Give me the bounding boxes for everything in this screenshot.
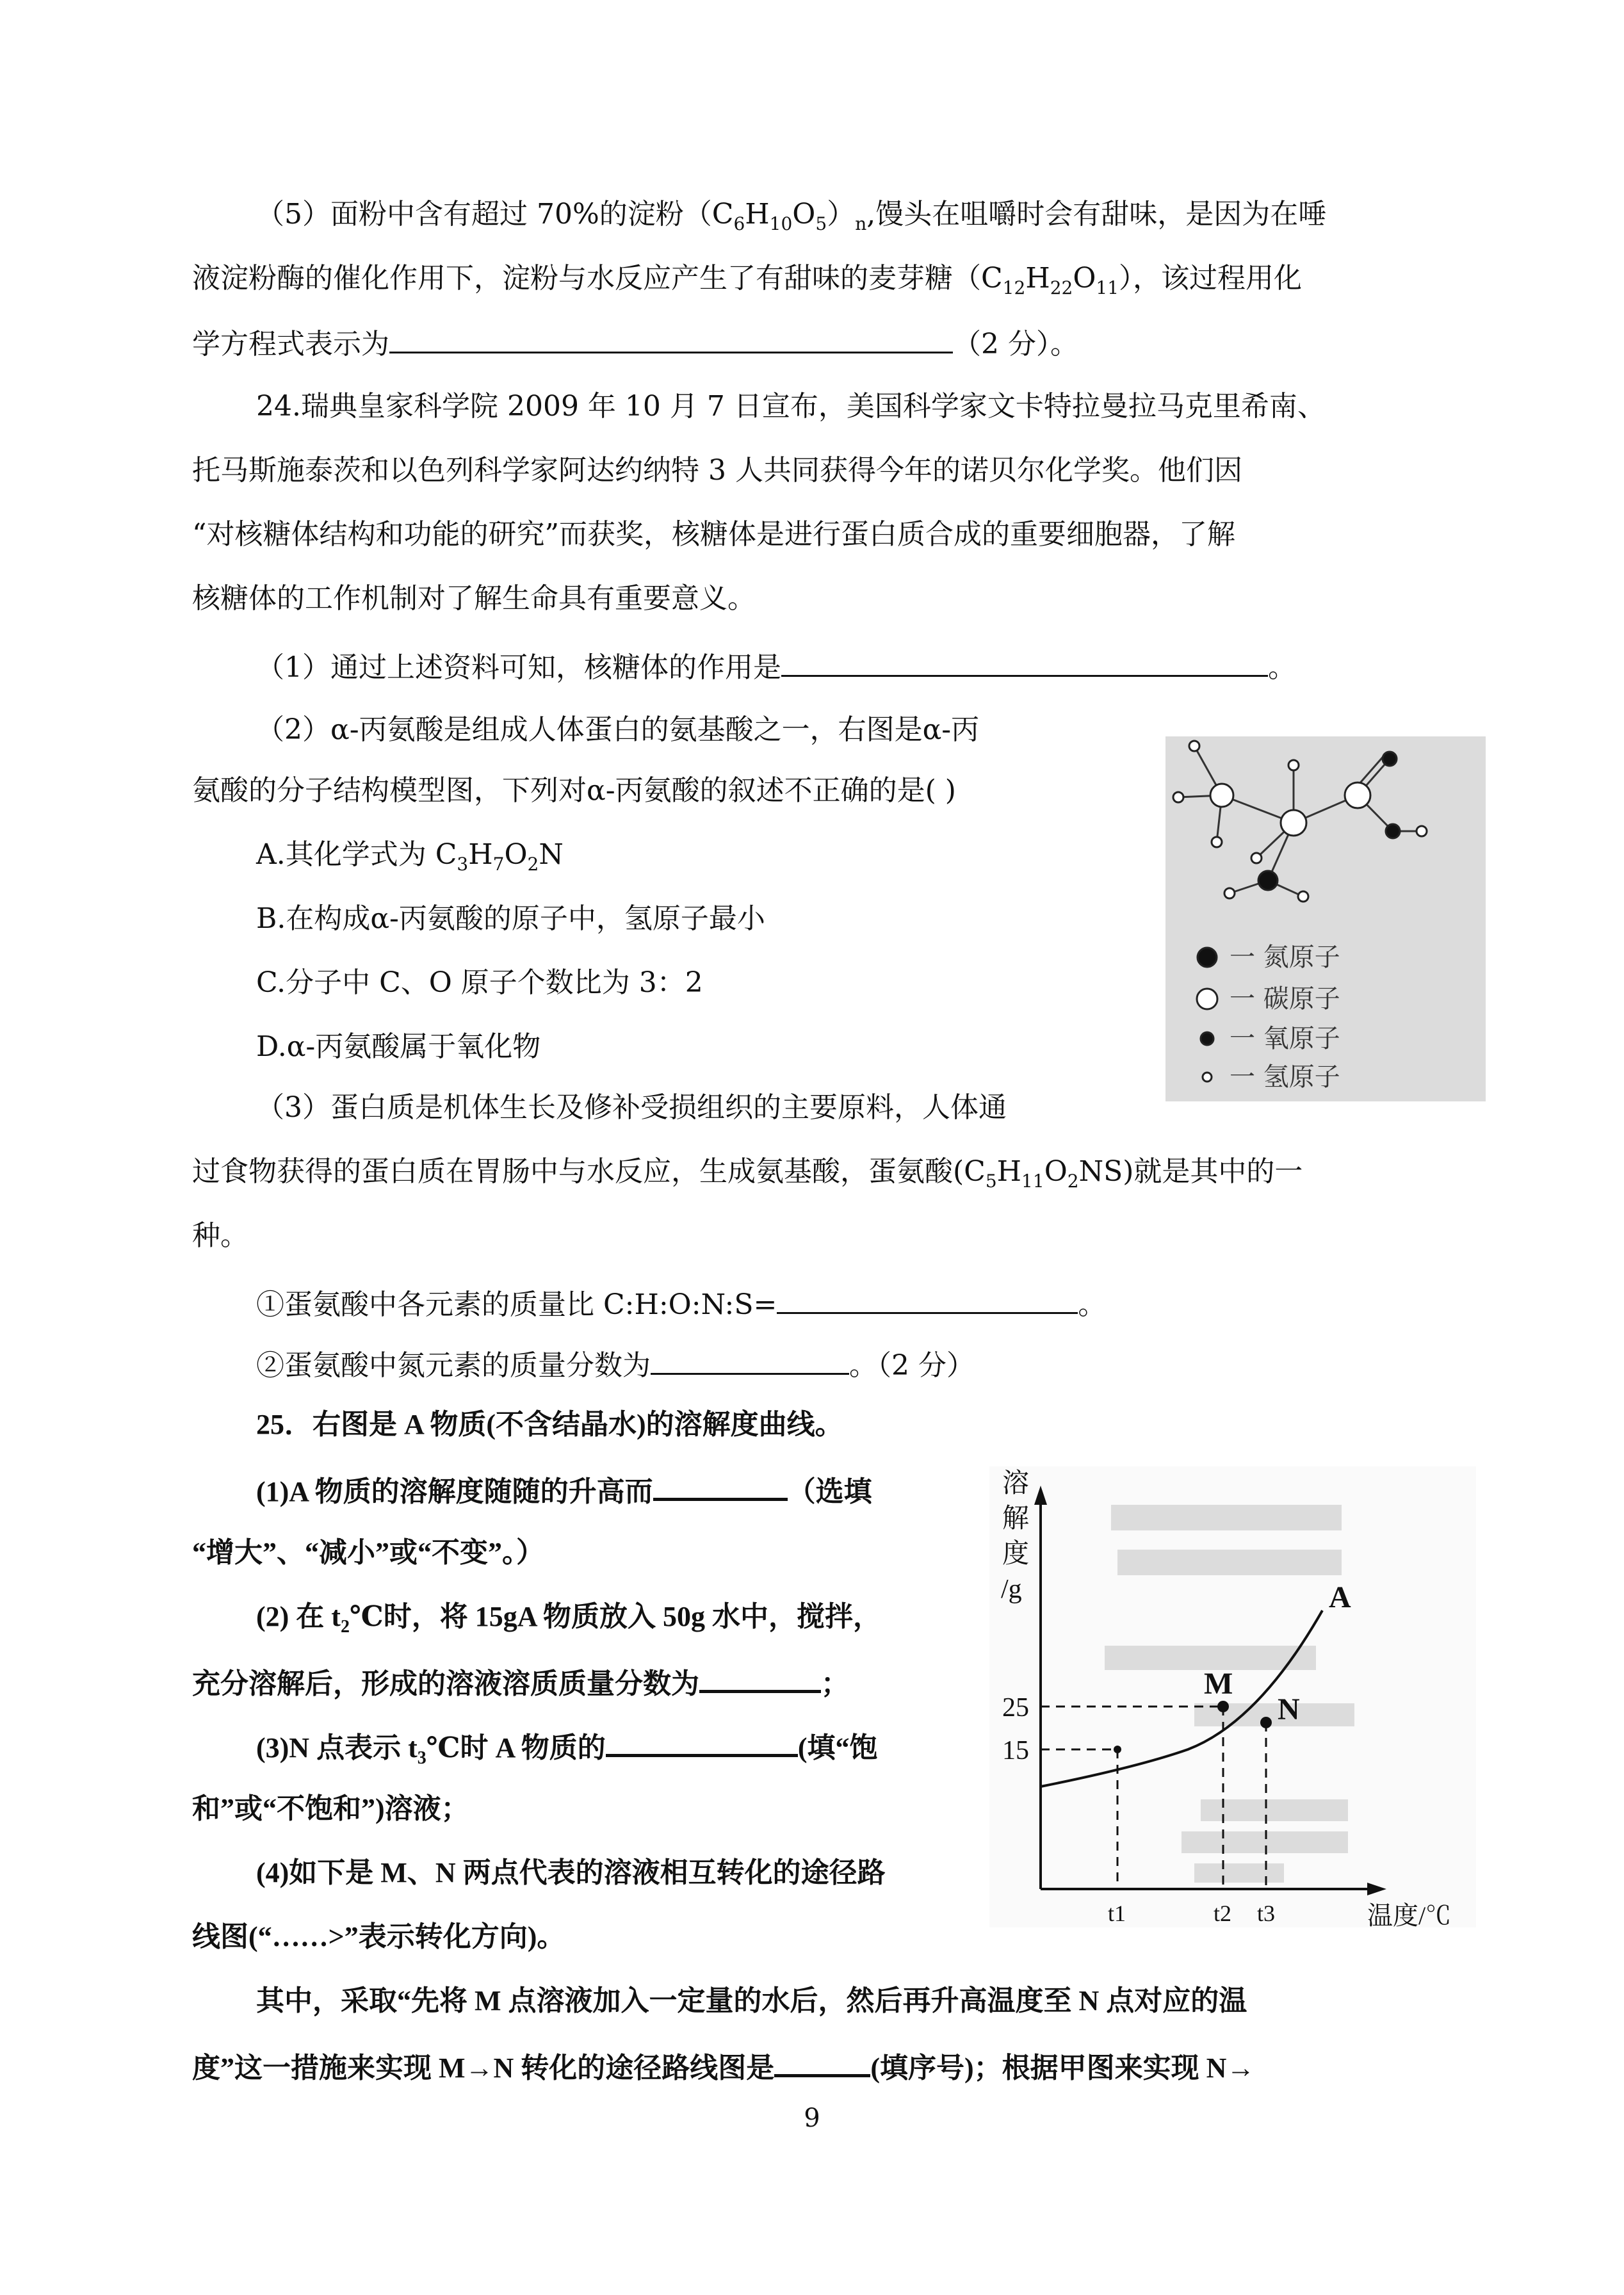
q24-part2-b: 氨酸的分子结构模型图，下列对α-丙氨酸的叙述不正确的是( ) xyxy=(192,774,956,807)
x-tick-t1: t1 xyxy=(1108,1901,1126,1926)
answer-blank[interactable] xyxy=(606,1726,798,1757)
oxygen-atom xyxy=(1383,752,1397,766)
q24-part3-b: 过食物获得的蛋白质在胃肠中与水反应，生成氨基酸，蛋氨酸$(C_5H_{11}O_2NS)$就是其中的一 xyxy=(192,1155,1303,1192)
q24-mass-ratio: ①蛋氨酸中各元素的质量比 C:H:O:N:S= 。 xyxy=(256,1284,1106,1324)
q25-part2-a: (2) 在 $t_2℃$时，将 15gA 物质放入 50g 水中，搅拌， xyxy=(256,1601,882,1637)
curve-point xyxy=(1114,1746,1121,1753)
q24-intro-1: 24.瑞典皇家科学院 2009 年 10 月 7 日宣布，美国科学家文卡特拉曼拉马克里希南、 xyxy=(256,390,1326,423)
q24-part3-a: （3）蛋白质是机体生长及修补受损组织的主要原料，人体通 xyxy=(256,1091,1007,1124)
point-M xyxy=(1217,1701,1229,1712)
x-tick-t2: t2 xyxy=(1214,1901,1232,1926)
carbon-atom xyxy=(1345,783,1370,808)
y-label-1: 溶 xyxy=(1002,1469,1030,1498)
molecule-diagram xyxy=(1165,736,1486,1101)
point-N xyxy=(1260,1717,1272,1728)
y-tick-15: 15 xyxy=(1002,1736,1029,1765)
answer-blank[interactable] xyxy=(699,1662,821,1693)
legend-hydrogen-label: 一 氢原子 xyxy=(1230,1062,1340,1092)
q23-5-line3: 学方程式表示为 （2 分）。 xyxy=(192,323,1078,364)
q24-intro-2: 托马斯施泰茨和以色列科学家阿达约纳特 3 人共同获得今年的诺贝尔化学奖。他们因 xyxy=(192,454,1242,487)
x-axis-label: 温度/℃ xyxy=(1367,1901,1452,1927)
q25-part4-b: 线图(“……>”表示转化方向)。 xyxy=(192,1921,565,1952)
hydrogen-atom xyxy=(1224,888,1235,898)
hydrogen-atom xyxy=(1288,760,1299,770)
hydrogen-atom xyxy=(1417,826,1427,836)
carbon-atom xyxy=(1210,784,1233,807)
hydrogen-atom xyxy=(1173,792,1183,802)
q24-mass-fraction: ②蛋氨酸中氮元素的质量分数为 。（2 分） xyxy=(256,1345,975,1385)
point-N-label: N xyxy=(1278,1692,1300,1726)
q24-part2-a: （2）α-丙氨酸是组成人体蛋白的氨基酸之一，右图是α-丙 xyxy=(256,713,980,746)
q24-part3-c: 种。 xyxy=(192,1219,248,1252)
legend-nitrogen-label: 一 氮原子 xyxy=(1230,943,1340,972)
page-number: 9 xyxy=(804,2104,820,2133)
y-tick-25: 25 xyxy=(1002,1693,1029,1723)
point-M-label: M xyxy=(1204,1667,1233,1701)
q24-intro-4: 核糖体的工作机制对了解生命具有重要意义。 xyxy=(192,582,756,615)
y-label-3: 度 xyxy=(1002,1539,1030,1569)
legend-hydrogen-icon xyxy=(1203,1073,1212,1082)
q25-part5-b: 度”这一措施来实现 M→N 转化的途径路线图是 (填序号)；根据甲图来实现 N→ xyxy=(192,2046,1255,2088)
y-axis-arrow-icon xyxy=(1034,1486,1047,1505)
hydrogen-atom xyxy=(1212,837,1222,847)
oxygen-atom xyxy=(1386,824,1400,838)
answer-blank[interactable] xyxy=(653,1470,788,1501)
answer-blank[interactable] xyxy=(777,1284,1078,1314)
q25-part1-a: (1)A 物质的溶解度随随的升高而 （选填 xyxy=(256,1470,872,1511)
legend-oxygen-label: 一 氧原子 xyxy=(1230,1024,1340,1053)
legend-nitrogen-icon xyxy=(1198,948,1217,967)
x-tick-t3: t3 xyxy=(1257,1901,1276,1926)
x-axis-arrow-icon xyxy=(1367,1883,1386,1895)
answer-blank[interactable] xyxy=(389,323,953,353)
curve-label-A: A xyxy=(1329,1580,1351,1614)
q24-option-a: A.其化学式为 $C_3H_7O_2N$ xyxy=(256,838,564,875)
y-label-2: 解 xyxy=(1002,1504,1030,1534)
legend-carbon-icon xyxy=(1197,989,1217,1009)
hydrogen-atom xyxy=(1189,741,1199,751)
nitrogen-atom xyxy=(1258,871,1278,890)
q24-part1: （1）通过上述资料可知，核糖体的作用是 。 xyxy=(256,647,1296,687)
legend-oxygen-icon xyxy=(1201,1032,1214,1045)
carbon-atom xyxy=(1281,810,1306,836)
legend-carbon-label: 一 碳原子 xyxy=(1230,984,1340,1014)
solubility-curve-figure xyxy=(989,1466,1476,1927)
hydrogen-atom xyxy=(1251,853,1262,863)
q24-option-d: D.α-丙氨酸属于氧化物 xyxy=(256,1030,541,1063)
answer-blank[interactable] xyxy=(774,2046,870,2077)
q23-5-line1: （5）面粉中含有超过 70%的淀粉$(C_6H_{10}O_5)_n$,馒头在咀嚼时会有甜味，是因为在唾 xyxy=(256,198,1327,234)
q24-option-c: C.分子中 C、O 原子个数比为 3：2 xyxy=(256,966,703,999)
q25-part3-b: 和”或“不饱和”)溶液； xyxy=(192,1793,469,1824)
q25-part4-a: (4)如下是 M、N 两点代表的溶液相互转化的途径路 xyxy=(256,1857,886,1888)
answer-blank[interactable] xyxy=(651,1345,849,1375)
q25-part5-a: 其中，采取“先将 M 点溶液加入一定量的水后，然后再升高温度至 N 点对应的温 xyxy=(256,1985,1247,2016)
alanine-molecule-figure xyxy=(1165,736,1486,1101)
q25-part3-a: (3)N 点表示 $t_3℃$时 A 物质的 (填“饱 xyxy=(256,1726,877,1767)
q23-5-line2: 液淀粉酶的催化作用下，淀粉与水反应产生了有甜味的麦芽糖$(C_{12}H_{22}O_{11})$，该过程用化 xyxy=(192,262,1303,298)
q25-part1-b: “增大”、“减小”或“不变”。） xyxy=(192,1537,544,1568)
y-label-4: /g xyxy=(1001,1575,1022,1604)
q25-intro: 25．右图是 A 物质(不含结晶水)的溶解度曲线。 xyxy=(256,1409,843,1440)
q24-option-b: B.在构成α-丙氨酸的原子中，氢原子最小 xyxy=(256,902,765,935)
q25-part2-b: 充分溶解后，形成的溶液溶质质量分数为 ； xyxy=(192,1662,849,1703)
solubility-graph xyxy=(989,1466,1476,1927)
q24-intro-3: “对核糖体结构和功能的研究”而获奖，核糖体是进行蛋白质合成的重要细胞器，了解 xyxy=(192,518,1235,551)
answer-blank[interactable] xyxy=(781,647,1268,677)
hydrogen-atom xyxy=(1298,891,1308,902)
